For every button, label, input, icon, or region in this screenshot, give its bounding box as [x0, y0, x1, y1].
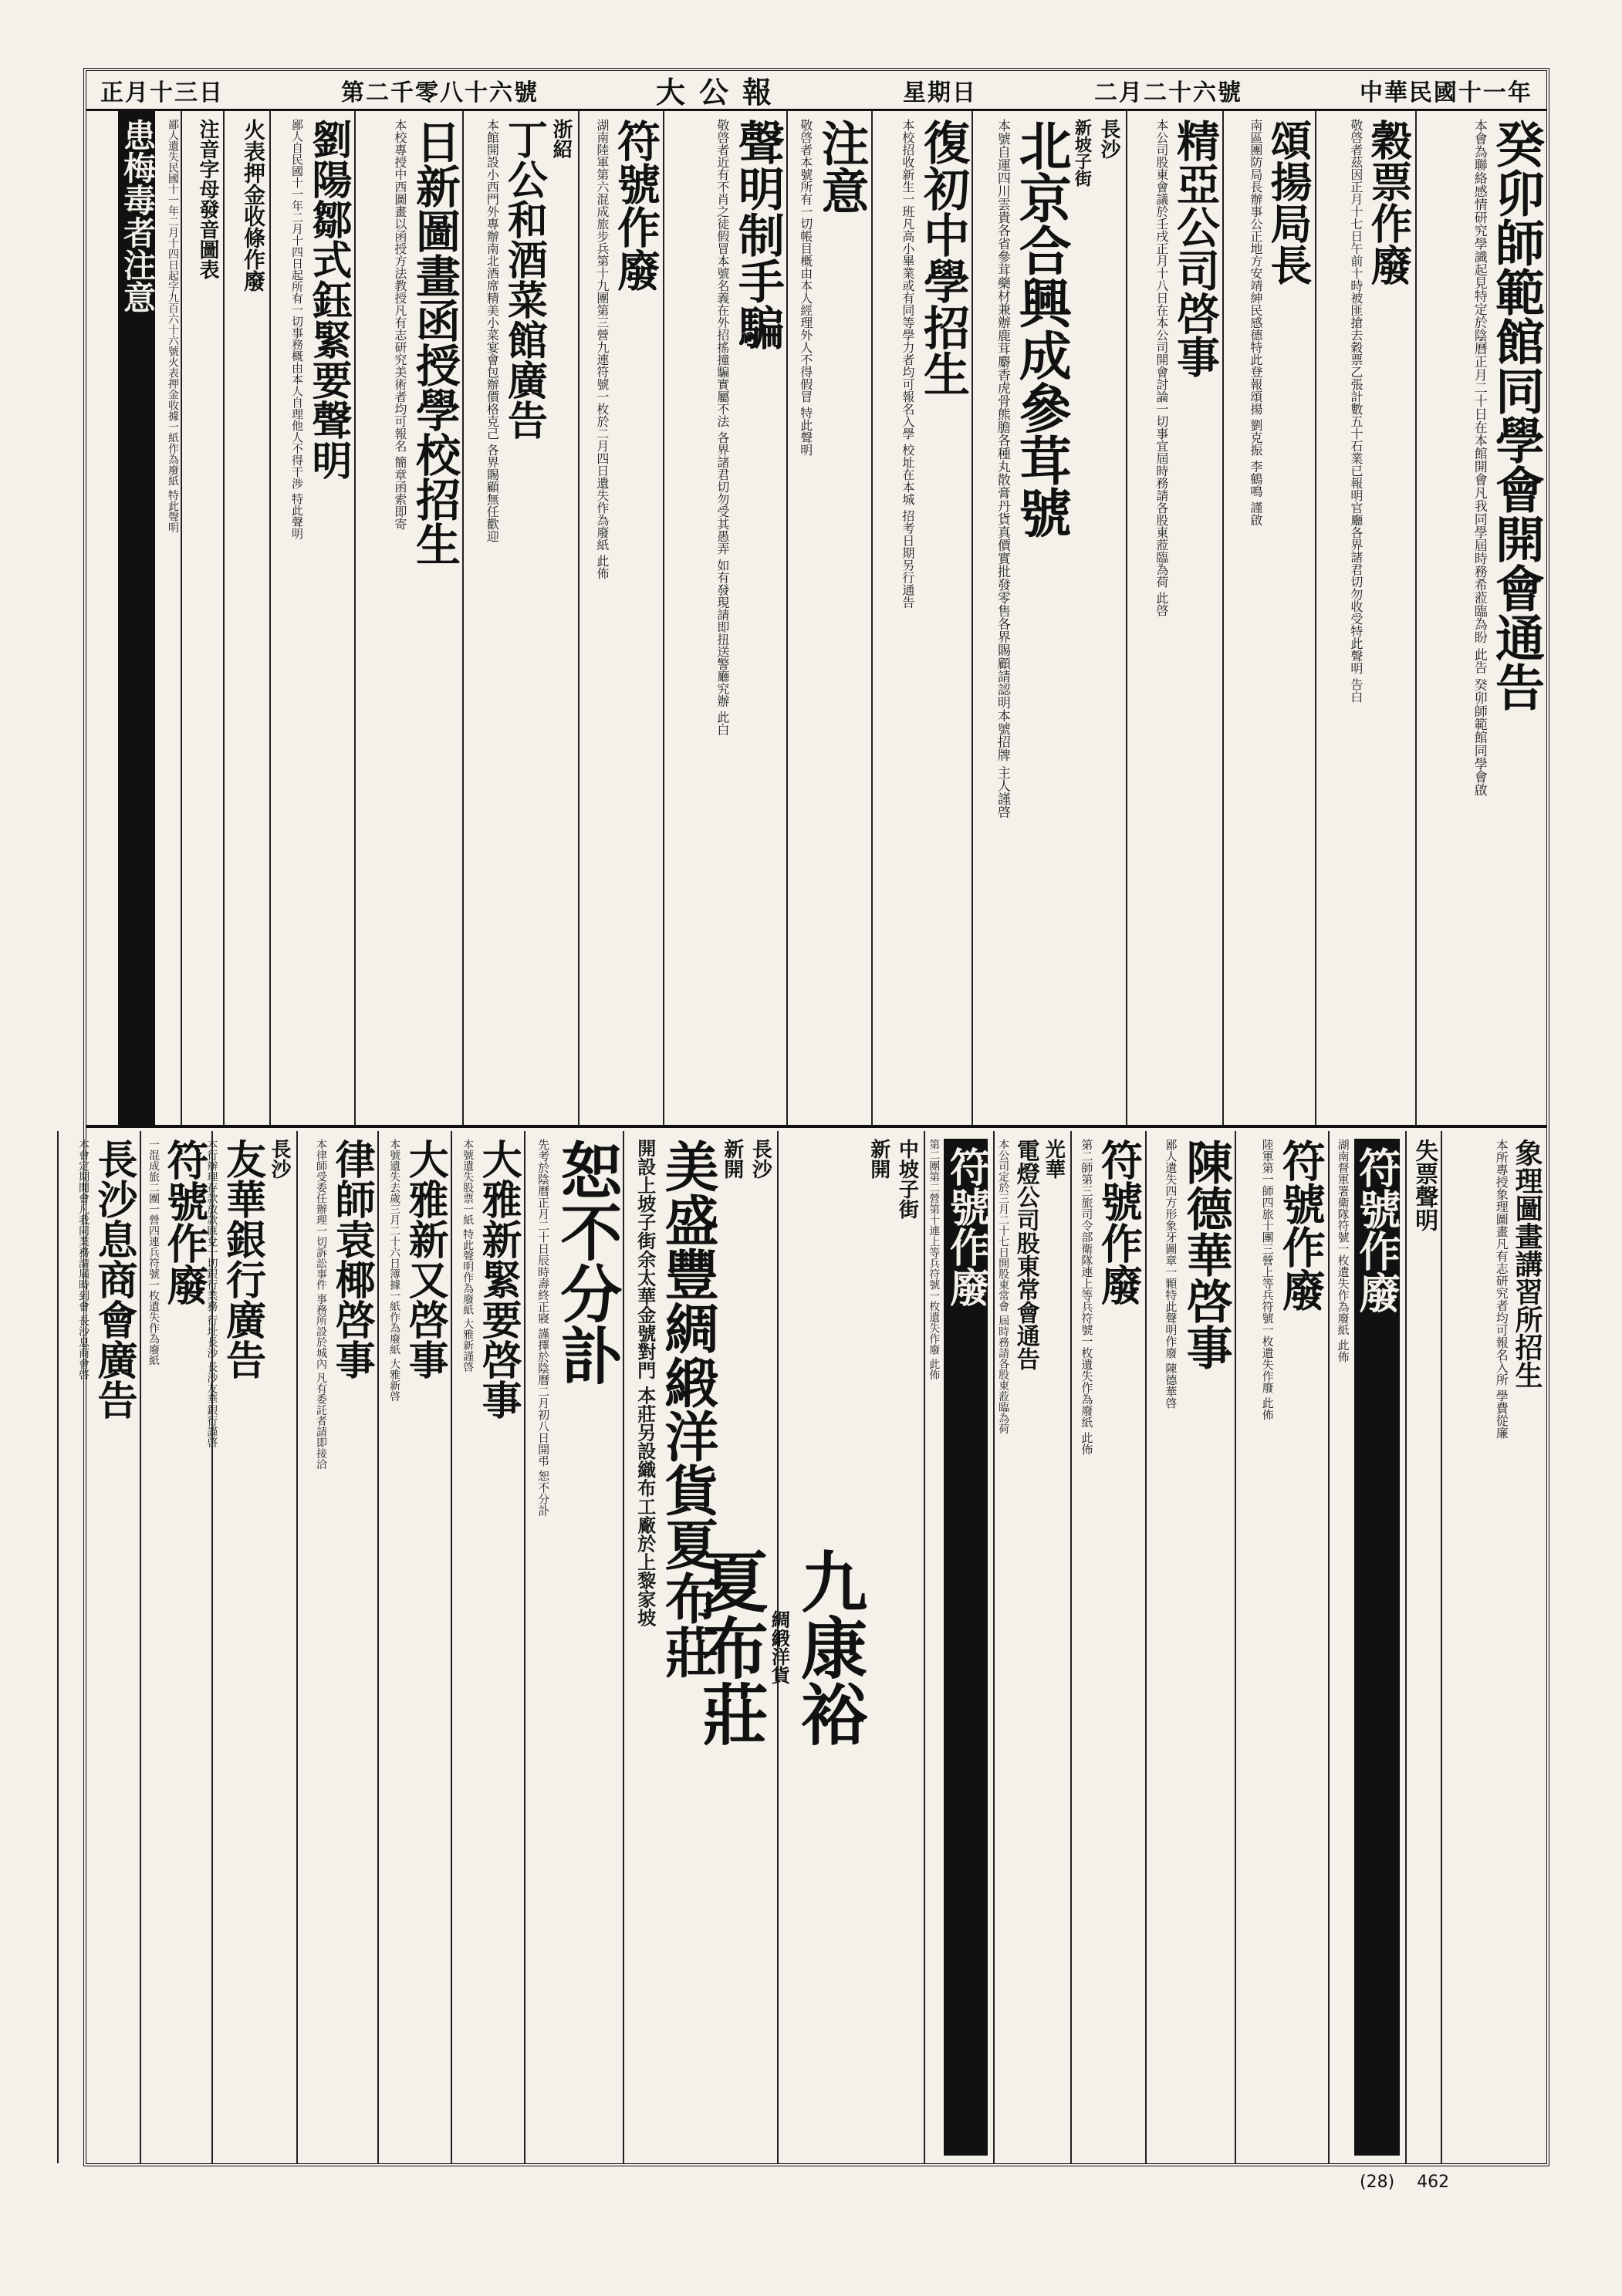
ad-text: 先考於陰曆正月二十日辰時壽終正寢 謹擇於陰曆二月初八日開弔 恕不分訃: [536, 1139, 551, 1517]
ad-title: 癸卯師範館同學會開會通告: [1487, 119, 1545, 711]
ad-title: 符號作廢: [1094, 1139, 1144, 1305]
ad-title: 律師袁椰啓事: [328, 1139, 376, 1379]
ad-title: 復初中學招生: [916, 119, 970, 397]
top-advert-section: [86, 111, 1546, 1128]
ad-text: 陸軍第一師四旅十團三營上等兵符號一枚遺失作廢 此佈: [1260, 1139, 1275, 1420]
ad-chen-dehua: [1145, 1131, 1234, 2163]
weekday: 星期日: [902, 79, 977, 106]
ad-title: 符號作廢: [1275, 1139, 1326, 1312]
ad-text: 第二團第二營第十連上等兵符號一枚遺失作廢 此佈: [928, 1139, 941, 1380]
ad-title: 符號作廢: [1354, 1139, 1400, 2156]
ad-location: 長沙: [268, 1139, 292, 1179]
ad-title: 失票聲明: [1411, 1139, 1438, 1231]
ad-title: 陳德華啓事: [1178, 1139, 1233, 1370]
ad-badge-void: [578, 111, 663, 1125]
ad-syphilis-notice: [116, 111, 157, 1125]
ad-notice: [786, 111, 871, 1125]
ad-guanghua-electric: [993, 1131, 1070, 2163]
date-right: 二月二十六號: [1093, 79, 1242, 106]
ad-title: 聲明制手騙: [731, 119, 785, 350]
ad-text: 本號遺失股票一紙 特此聲明作為廢紙 大雅新謹啓: [461, 1139, 475, 1373]
ad-text: 開設上坡子街余太華金號對門 本莊另設織布工廠於上黎家坡: [634, 1139, 656, 1627]
ad-text: 本公司定於三月二十七日開股東常會 屆時務請各股東蒞臨為荷: [997, 1139, 1010, 1434]
ad-badge-void-1: [1328, 1131, 1405, 2163]
ad-text: 湖南陸軍第六混成旅步兵第十九團第三營九連符號一枚於二月四日遺失作為廢紙 此佈: [594, 119, 610, 580]
ad-title: 符號作廢: [944, 1139, 988, 2156]
ad-title-2: 夏布莊: [691, 1548, 769, 1747]
ad-title: 患梅毒者注意: [118, 111, 155, 1125]
ad-title: 注音字母發音圖表: [196, 119, 219, 279]
ad-text: 鄙人遺失四方形象牙圖章一顆特此聲明作廢 陳德華啓: [1164, 1139, 1178, 1409]
ad-text: 本公司股東會議於壬戌正月十八日在本公司開會討論一切事宜屆時務請各股東蒞臨為荷 此啓: [1154, 119, 1169, 617]
date-left: 正月十三日: [100, 79, 224, 106]
ad-text: 本校專授中西圖畫以函授方法教授凡有志研究美術者均可報名 簡章函索即寄: [392, 119, 407, 531]
ad-location: 光華: [1042, 1139, 1066, 1179]
ad-text: 南區團防局長辦事公正地方安靖紳民感德特此登報頌揚 劉克振 李鶴鳴 謹啟: [1248, 119, 1263, 526]
ad-title: 符號作廢: [610, 119, 661, 292]
ad-daya-urgent: [451, 1131, 524, 2163]
ad-title: 穀票作廢: [1364, 119, 1414, 285]
masthead-title: 大公報: [655, 75, 786, 110]
ad-zou-statement: [269, 111, 354, 1125]
ad-grain-ticket: [1315, 111, 1415, 1125]
page-footer: [1343, 2173, 1449, 2192]
ad-small-print: [161, 111, 181, 1125]
ad-text: 鄙人遺失民國十一年二月十四日起字九百六十六號火表押金收據一紙作為廢紙 特此聲明: [167, 119, 179, 533]
ad-fuchu-school: [871, 111, 972, 1125]
ad-rixin-art-school: [354, 111, 462, 1125]
ad-text: 本會定期開會凡我同業務請屆時到會 長沙息商會啓: [76, 1139, 90, 1380]
issue-number: 第二千零八十六號: [340, 79, 539, 106]
ad-funeral-notice: [524, 1131, 623, 2163]
ad-drawing-institute: [1441, 1131, 1546, 2163]
ad-street: 新坡子街: [1072, 119, 1093, 187]
ad-location: 長沙: [748, 1139, 772, 1179]
ad-title: 劉陽鄒式鈺緊要聲明: [305, 119, 352, 480]
ad-title: 象理圖畫講習所招生: [1511, 1139, 1543, 1389]
ad-youhua-bank: [205, 1131, 296, 2163]
ad-fraud-warning: [663, 111, 786, 1125]
ad-text: 鄙人自民國十一年二月十四日起所有一切事務概由本人自理他人不得干涉 特此聲明: [289, 119, 304, 539]
ad-text: 敬啓者茲因正月十七日午前十時被匪搶去穀票乙張計數五十石業已報明官廳各界諸君切勿收受特此聲明 告白: [1348, 119, 1363, 704]
bottom-advert-section: [76, 1131, 1546, 2163]
ad-badge-void-2: [1235, 1131, 1328, 2163]
ad-new-open: 新開: [720, 1139, 744, 1179]
ad-title: 長沙息商會廣告: [90, 1139, 137, 1420]
ad-new-open: 新開: [867, 1139, 890, 1179]
ad-title: 友華銀行廣告: [218, 1139, 266, 1379]
ad-dinggonghe-restaurant: [462, 111, 578, 1125]
ad-text: 湖南督軍署衛隊符號一枚遺失作為廢紙 此佈: [1336, 1139, 1350, 1362]
ad-text: 本館開設小西門外專辦南北酒席精美小菜宴會包辦價格克己 各界賜顧無任歡迎: [485, 119, 500, 543]
ad-title: 頌揚局長: [1264, 119, 1313, 285]
ad-title: 火表押金收條作廢: [241, 119, 266, 292]
ad-text: 本行辦理存款放款匯兌一切銀行業務 行址長沙 長沙友華銀行謹啓: [205, 1139, 218, 1448]
ad-title: 電燈公司股東常會通告: [1012, 1139, 1039, 1370]
ad-title: 美盛豐綢緞洋貨夏布莊: [656, 1139, 721, 1679]
masthead-bar: [86, 71, 1546, 111]
ad-title: 大雅新又啓事: [401, 1139, 449, 1379]
ad-title: 日新圖畫函授學校招生: [408, 119, 461, 566]
ad-text: 敬啓者近有不肖之徒假冒本號名義在外招搖撞騙實屬不法 各界諸君切勿受其愚弄 如有發現請即扭送警廳究辦 此白: [715, 119, 730, 736]
ad-text: 本校招收新生一班凡高小畢業或有同等學力者均可報名入學 校址在本城 招考日期另行通告: [900, 119, 915, 609]
ad-title: 北京合興成參茸號: [1010, 119, 1073, 539]
ad-lawyer-yuan: [296, 1131, 377, 2163]
republic-year: 中華民國十一年: [1359, 79, 1532, 106]
newspaper-page: [76, 68, 1549, 2166]
ad-changsha-merchants: [57, 1131, 140, 2163]
ad-title: 符號作廢: [161, 1139, 211, 1305]
ad-title: 大雅新緊要啓事: [475, 1139, 522, 1420]
ad-title: 精亞公司啓事: [1170, 119, 1221, 378]
ad-phonetic-chart: [181, 111, 223, 1125]
ad-title: 注意: [813, 119, 870, 214]
ad-meter-deposit: [223, 111, 269, 1125]
ad-title: 九康裕: [789, 1548, 868, 1747]
ad-lost-ticket: [1405, 1131, 1441, 2163]
ad-praise-chief: [1222, 111, 1315, 1125]
ad-text: 本所專授象理圖畫凡有志研究者均可報名入所 學費從廉: [1494, 1139, 1509, 1440]
ad-daya-again: [377, 1131, 451, 2163]
ad-location: 長沙: [1097, 119, 1120, 159]
ad-teachers-assoc: [1415, 111, 1546, 1125]
page-number: 462: [1417, 2173, 1450, 2192]
ad-text: 本律師受委任辦理一切訴訟事件 事務所設於城內 凡有委託者請即接洽: [315, 1139, 328, 1470]
ad-text: 本會為聯絡感情研究學識起見特定於陰曆正月二十日在本館開會凡我同學屆時務希蒞臨為盼 此告 癸卯師範館同學會啟: [1471, 119, 1487, 796]
ad-text: 本號自運四川雲貴各省參茸藥材兼辦鹿茸麝香虎骨熊膽各種丸散膏丹貨真價實批發零售各界賜顧請認明本號招牌 主人謹啓: [994, 119, 1010, 819]
ad-badge-void-3: [1070, 1131, 1145, 2163]
ad-text: 一混成旅二團一營四連兵符號一枚遺失作為廢紙: [147, 1139, 160, 1366]
ad-location: 浙紹: [549, 119, 573, 159]
ad-subtitle: 綢緞洋貨: [768, 1610, 791, 1684]
ad-badge-void-5: [140, 1131, 211, 2163]
ad-title: 丁公和酒菜館廣告: [500, 119, 548, 440]
ad-text: 第二師第三旅司令部衛隊連上等兵符號一枚遺失作為廢紙 此佈: [1080, 1139, 1094, 1455]
ad-title: 恕不分訃: [549, 1139, 623, 1386]
ad-hexingcheng-shop: [972, 111, 1126, 1125]
ad-text: 本號遺失去歲三月二十六日簿據一紙作為廢紙 大雅新啓: [388, 1139, 401, 1402]
ad-location: 中坡子街: [895, 1139, 919, 1219]
ad-badge-void-4: [924, 1131, 993, 2163]
ad-text: 敬啓者本號所有一切帳目概由本人經理外人不得假冒 特此聲明: [798, 119, 813, 457]
page-label: (28): [1360, 2173, 1395, 2192]
ad-jingya-company: [1126, 111, 1222, 1125]
